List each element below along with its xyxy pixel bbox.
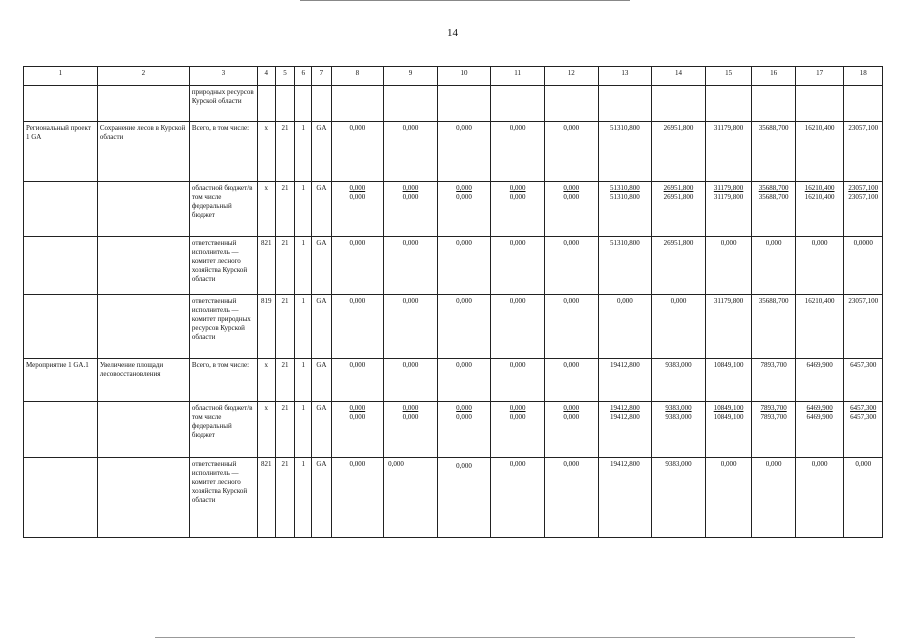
value-cell (652, 86, 706, 122)
code-cell: 1 (295, 402, 312, 458)
code-cell: 821 (257, 458, 275, 538)
value-cell: 35688,700 (752, 295, 796, 359)
program-cell (24, 295, 98, 359)
value-bottom: 6457,300 (850, 413, 877, 421)
value-cell-double (652, 402, 706, 458)
source-cell: областной бюджет/в том числе федеральный бюджет (189, 402, 257, 458)
header-cell: 6 (295, 67, 312, 86)
value-cell-double (384, 402, 438, 458)
value-cell: 10849,100 (705, 359, 752, 402)
header-cell: 8 (331, 67, 384, 86)
value-cell: 6457,300 (844, 359, 883, 402)
value-cell-double (844, 402, 883, 458)
page-number: 14 (447, 27, 458, 39)
value-cell: 19412,800 (598, 458, 652, 538)
value-bottom: 35688,700 (758, 193, 789, 201)
value-cell: 26951,800 (652, 237, 706, 295)
code-cell: х (257, 402, 275, 458)
value-cell: 0,000 (384, 237, 438, 295)
value-cell-double (844, 182, 883, 237)
table-row (24, 458, 883, 538)
code-cell: 1 (295, 182, 312, 237)
value-cell: 0,000 (437, 359, 491, 402)
value-cell: 31179,800 (705, 295, 752, 359)
value-cell: 0,000 (544, 458, 598, 538)
value-bottom: 19412,800 (610, 413, 640, 421)
value-bottom: 0,000 (509, 193, 526, 201)
value-bottom: 0,000 (456, 193, 472, 201)
value-top: 35688,700 (758, 184, 789, 192)
header-cell: 9 (384, 67, 438, 86)
source-cell: ответственный исполнитель — комитет природных ресурсов Курской области (189, 295, 257, 359)
value-bottom: 0,000 (349, 193, 366, 201)
header-cell: 18 (844, 67, 883, 86)
code-cell: 821 (257, 237, 275, 295)
value-top: 0,000 (456, 404, 472, 412)
value-cell-double (544, 182, 598, 237)
value-cell: 0,000 (752, 237, 796, 295)
value-cell: 0,000 (331, 359, 384, 402)
value-top: 0,000 (509, 184, 526, 192)
value-cell (437, 86, 491, 122)
header-cell: 4 (257, 67, 275, 86)
value-bottom: 16210,400 (804, 193, 835, 201)
value-cell (544, 86, 598, 122)
value-cell: 26951,800 (652, 122, 706, 182)
code-cell (257, 86, 275, 122)
source-cell: Всего, в том числе: (189, 122, 257, 182)
program-cell (24, 86, 98, 122)
code-cell: GA (312, 295, 331, 359)
value-top: 0,000 (349, 404, 366, 412)
value-top: 6457,300 (850, 404, 877, 412)
value-cell: 0,000 (384, 359, 438, 402)
value-bottom: 31179,800 (713, 193, 744, 201)
header-cell: 16 (752, 67, 796, 86)
value-cell: 31179,800 (705, 122, 752, 182)
name-cell (97, 237, 189, 295)
value-top: 16210,400 (804, 184, 835, 192)
code-cell: 1 (295, 237, 312, 295)
name-cell (97, 402, 189, 458)
value-cell: 0,000 (437, 458, 491, 538)
source-cell: ответственный исполнитель — комитет лесного хозяйства Курской области (189, 458, 257, 538)
value-cell-double (598, 182, 652, 237)
value-cell: 16210,400 (795, 122, 844, 182)
header-cell: 5 (275, 67, 294, 86)
value-top: 26951,800 (663, 184, 694, 192)
scan-edge-bottom (155, 637, 855, 638)
header-cell: 17 (795, 67, 844, 86)
value-cell-double (752, 182, 796, 237)
name-cell (97, 295, 189, 359)
value-cell: 0,000 (331, 122, 384, 182)
value-top: 0,000 (402, 404, 419, 412)
header-row (24, 67, 883, 86)
value-cell-double (705, 402, 752, 458)
name-cell (97, 458, 189, 538)
value-cell-double (331, 402, 384, 458)
program-cell: Региональный проект 1 GA (24, 122, 98, 182)
value-cell: 51310,800 (598, 237, 652, 295)
value-bottom: 9383,000 (665, 413, 692, 421)
header-cell: 3 (189, 67, 257, 86)
value-top: 0,000 (456, 184, 472, 192)
value-top: 23057,100 (848, 184, 879, 192)
table-row (24, 402, 883, 458)
code-cell: 1 (295, 295, 312, 359)
table-row (24, 182, 883, 237)
value-cell-double (491, 182, 545, 237)
value-cell: 23057,100 (844, 122, 883, 182)
value-cell: 0,000 (752, 458, 796, 538)
program-cell (24, 182, 98, 237)
code-cell: 21 (275, 122, 294, 182)
value-cell: 0,000 (491, 237, 545, 295)
value-bottom: 23057,100 (848, 193, 879, 201)
code-cell: 21 (275, 359, 294, 402)
value-cell: 7893,700 (752, 359, 796, 402)
value-cell-double (544, 402, 598, 458)
header-cell: 2 (97, 67, 189, 86)
value-cell: 9383,000 (652, 359, 706, 402)
value-cell: 19412,800 (598, 359, 652, 402)
code-cell: GA (312, 182, 331, 237)
name-cell: Сохранение лесов в Курской области (97, 122, 189, 182)
table-row (24, 295, 883, 359)
value-top: 9383,000 (665, 404, 692, 412)
value-cell-double (652, 182, 706, 237)
source-cell: природных ресурсов Курской области (189, 86, 257, 122)
value-bottom: 26951,800 (663, 193, 694, 201)
value-cell: 0,000 (491, 295, 545, 359)
value-top: 0,000 (349, 184, 366, 192)
value-cell-double (384, 182, 438, 237)
value-top: 7893,700 (760, 404, 787, 412)
value-cell-double (491, 402, 545, 458)
value-cell (752, 86, 796, 122)
value-cell: 0,000 (437, 237, 491, 295)
value-cell: 0,000 (491, 122, 545, 182)
value-cell: 0,000 (544, 295, 598, 359)
value-cell (844, 86, 883, 122)
value-cell: 0,000 (331, 237, 384, 295)
header-cell: 12 (544, 67, 598, 86)
code-cell: 819 (257, 295, 275, 359)
value-cell: 0,000 (844, 458, 883, 538)
value-cell: 0,000 (491, 458, 545, 538)
value-bottom: 0,000 (402, 413, 419, 421)
header-cell: 14 (652, 67, 706, 86)
value-bottom: 51310,800 (610, 193, 640, 201)
value-bottom: 0,000 (509, 413, 526, 421)
value-top: 0,000 (402, 184, 419, 192)
value-top: 6469,900 (806, 404, 833, 412)
code-cell: GA (312, 458, 331, 538)
source-cell: Всего, в том числе: (189, 359, 257, 402)
value-top: 51310,800 (610, 184, 640, 192)
table-row (24, 359, 883, 402)
code-cell: GA (312, 402, 331, 458)
value-cell-double (437, 182, 491, 237)
value-cell: 0,000 (491, 359, 545, 402)
value-cell: 0,000 (331, 458, 384, 538)
value-bottom: 0,000 (456, 413, 472, 421)
value-cell-double (752, 402, 796, 458)
value-top: 31179,800 (713, 184, 744, 192)
value-cell: 6469,900 (795, 359, 844, 402)
code-cell: х (257, 122, 275, 182)
scan-edge-top (300, 0, 630, 1)
name-cell: Увеличение площади лесовосстановления (97, 359, 189, 402)
value-cell: 0,000 (437, 295, 491, 359)
header-cell: 1 (24, 67, 98, 86)
value-cell-double (705, 182, 752, 237)
value-cell (491, 86, 545, 122)
table-row (24, 237, 883, 295)
value-top: 10849,100 (713, 404, 744, 412)
value-cell: 0,000 (705, 458, 752, 538)
program-cell (24, 458, 98, 538)
value-cell: 0,000 (331, 295, 384, 359)
value-cell: 16210,400 (795, 295, 844, 359)
code-cell: 1 (295, 458, 312, 538)
value-cell: 0,000 (384, 295, 438, 359)
value-bottom: 10849,100 (713, 413, 744, 421)
code-cell: 1 (295, 122, 312, 182)
value-top: 0,000 (563, 184, 580, 192)
value-cell: 0,000 (544, 359, 598, 402)
value-top: 0,000 (509, 404, 526, 412)
header-cell: 15 (705, 67, 752, 86)
value-cell: 0,000 (795, 458, 844, 538)
value-bottom: 0,000 (563, 413, 580, 421)
code-cell: GA (312, 359, 331, 402)
value-cell (598, 86, 652, 122)
table-body (24, 67, 883, 538)
code-cell: 21 (275, 237, 294, 295)
value-cell-double (795, 182, 844, 237)
code-cell: х (257, 359, 275, 402)
name-cell (97, 86, 189, 122)
code-cell: 21 (275, 458, 294, 538)
value-cell (705, 86, 752, 122)
value-cell: 0,000 (384, 458, 438, 538)
value-cell (795, 86, 844, 122)
value-cell: 51310,800 (598, 122, 652, 182)
code-cell: GA (312, 237, 331, 295)
value-cell: 0,000 (544, 122, 598, 182)
value-bottom: 0,000 (402, 193, 419, 201)
value-bottom: 6469,900 (806, 413, 833, 421)
value-cell: 9383,000 (652, 458, 706, 538)
value-cell: 35688,700 (752, 122, 796, 182)
value-cell-double (795, 402, 844, 458)
value-cell: 0,0000 (844, 237, 883, 295)
code-cell: 21 (275, 402, 294, 458)
value-cell: 0,000 (598, 295, 652, 359)
header-cell: 7 (312, 67, 331, 86)
program-cell (24, 402, 98, 458)
code-cell: 21 (275, 295, 294, 359)
code-cell: GA (312, 122, 331, 182)
value-top: 19412,800 (610, 404, 640, 412)
table-row (24, 122, 883, 182)
code-cell: 21 (275, 182, 294, 237)
header-cell: 11 (491, 67, 545, 86)
value-cell (331, 86, 384, 122)
value-cell: 23057,100 (844, 295, 883, 359)
value-cell: 0,000 (795, 237, 844, 295)
budget-table (23, 66, 883, 538)
value-cell: 0,000 (544, 237, 598, 295)
header-cell: 13 (598, 67, 652, 86)
value-bottom: 0,000 (349, 413, 366, 421)
value-cell-double (598, 402, 652, 458)
value-bottom: 0,000 (563, 193, 580, 201)
name-cell (97, 182, 189, 237)
source-cell: областной бюджет/в том числе федеральный бюджет (189, 182, 257, 237)
value-cell: 0,000 (437, 122, 491, 182)
code-cell (312, 86, 331, 122)
code-cell (275, 86, 294, 122)
value-cell-double (437, 402, 491, 458)
value-cell: 0,000 (384, 122, 438, 182)
value-cell-double (331, 182, 384, 237)
header-cell: 10 (437, 67, 491, 86)
value-top: 0,000 (563, 404, 580, 412)
value-bottom: 7893,700 (760, 413, 787, 421)
table-row (24, 86, 883, 122)
value-cell: 0,000 (705, 237, 752, 295)
code-cell (295, 86, 312, 122)
program-cell: Мероприятие 1 GA.1 (24, 359, 98, 402)
source-cell: ответственный исполнитель — комитет лесного хозяйства Курской области (189, 237, 257, 295)
value-cell: 0,000 (652, 295, 706, 359)
code-cell: 1 (295, 359, 312, 402)
program-cell (24, 237, 98, 295)
value-cell (384, 86, 438, 122)
code-cell: х (257, 182, 275, 237)
